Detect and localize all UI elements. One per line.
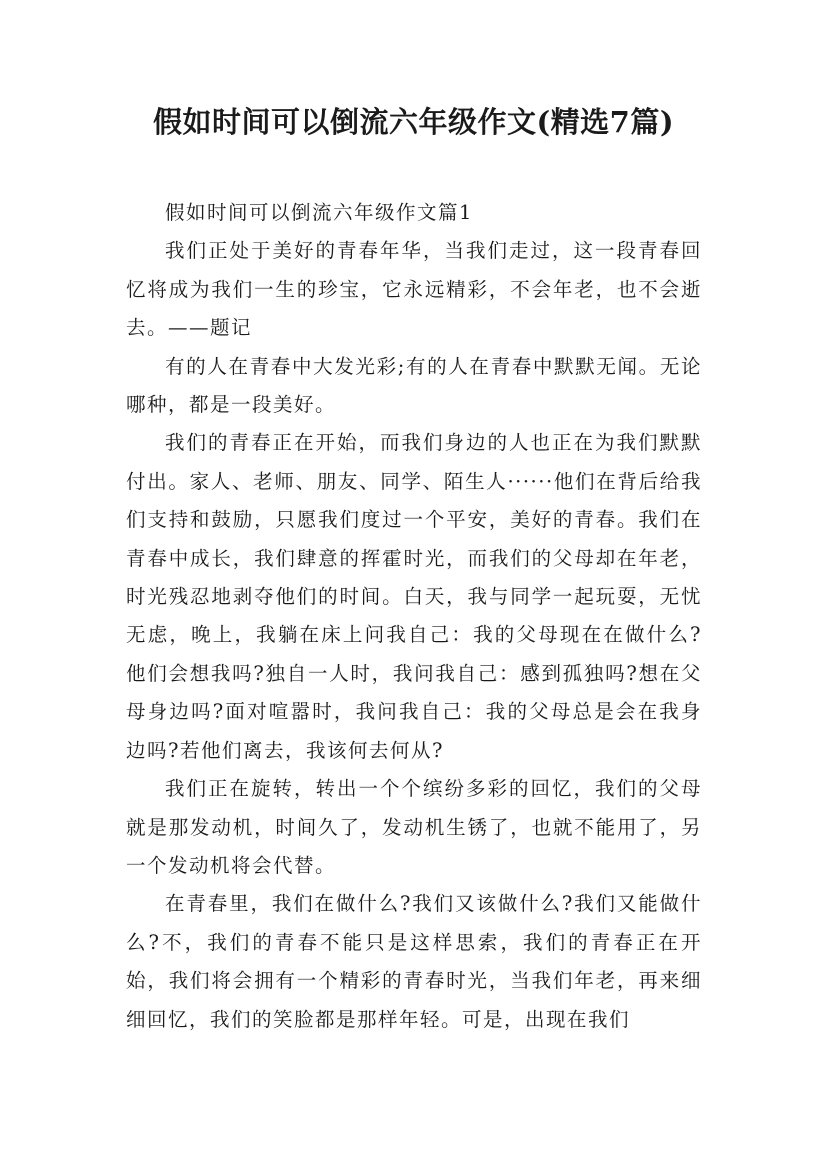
paragraph-2: 有的人在青春中大发光彩;有的人在青春中默默无闻。无论哪种，都是一段美好。: [126, 354, 702, 417]
paragraph-5: 在青春里，我们在做什么?我们又该做什么?我们又能做什么?不，我们的青春不能只是这样思索，我们的青春正在开始，我们将会拥有一个精彩的青春时光，当我们年老，再来细细回忆，我们的笑脸都是那样年轻。可是，出现在我们: [126, 892, 702, 1031]
paragraph-1: 我们正处于美好的青春年华，当我们走过，这一段青春回忆将成为我们一生的珍宝，它永远精彩，不会年老，也不会逝去。——题记: [126, 239, 702, 340]
document-body: [126, 194, 702, 1039]
section-heading: 假如时间可以倒流六年级作文篇1: [165, 201, 473, 224]
document-title: 假如时间可以倒流六年级作文(精选7篇): [152, 105, 675, 139]
paragraph-4: 我们正在旋转，转出一个个缤纷多彩的回忆，我们的父母就是那发动机，时间久了，发动机生锈了，也就不能用了，另一个发动机将会代替。: [126, 777, 702, 877]
paragraph-3: 我们的青春正在开始，而我们身边的人也正在为我们默默付出。家人、老师、朋友、同学、陌生人······他们在背后给我们支持和鼓励，只愿我们度过一个平安，美好的青春。我们在青春中成长，我们肆意的挥霍时光，而我们的父母却在年老，时光残忍地剥夺他们的时间。白天，我与同学一起玩耍，无忧无虑，晚上，我躺在床上问我自己：我的父母现在在做什么?他们会想我吗?独自一人时，我问我自己：感到孤独吗?想在父母身边吗?面对喧嚣时，我问我自己：我的父母总是会在我身边吗?若他们离去，我该何去何从?: [126, 431, 702, 762]
